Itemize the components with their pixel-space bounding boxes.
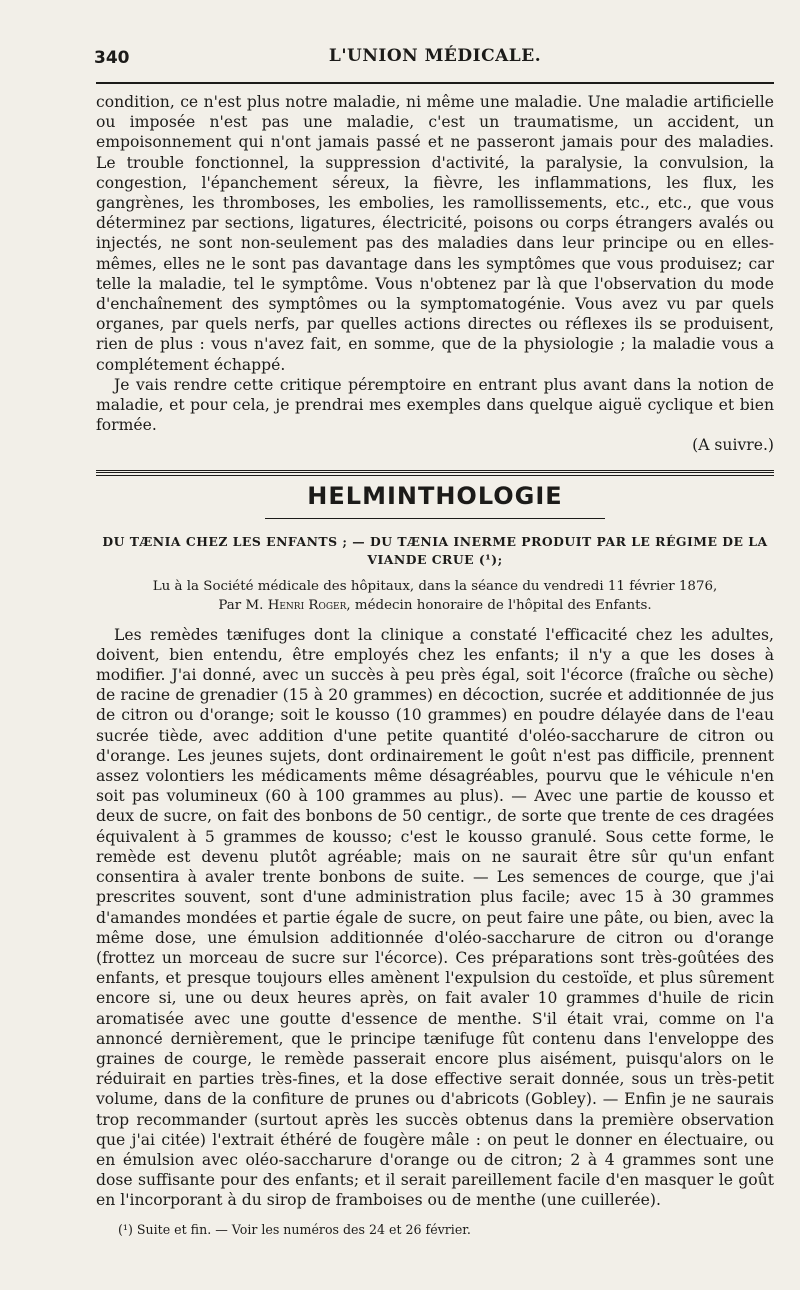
author-name: Henri Roger: [267, 597, 347, 613]
running-head: [96, 38, 774, 68]
continuation-paragraph: condition, ce n'est plus notre maladie, ni même une maladie. Une maladie artificielle ou imposée n'est pas une maladie, c'est un traumatisme, un accident, un empoisonnement qui n'ont jamais passé et ne passeront jamais pour des maladies. Le trouble fonctionnel, la suppression d'activité, la paralysie, la convulsion, la congestion, l'épanchement séreux, la fièvre, les inflammations, les flux, les gangrènes, les thromboses, les embolies, les ramollissements, etc., etc., que vous déterminez par sections, ligatures, électricité, poisons ou corps étrangers avalés ou injectés, ne sont non-seulement pas des maladies dans leur principe ou en elles-mêmes, elles ne le sont pas davantage dans les symptômes que vous produisez; car telle la maladie, tel le symptôme. Vous n'obtenez par là que l'observation du mode d'enchaînement des symptômes ou la symptomatogénie. Vous avez vu par quels organes, par quels nerfs, par quelles actions directes ou réflexes ils se produisent, rien de plus : vous n'avez fait, en somme, que de la physiologie ; la maladie vous a complétement échappé.: [96, 93, 774, 374]
section-title-rule: [265, 518, 605, 519]
to-be-continued: (A suivre.): [692, 436, 774, 455]
article-dedication: Lu à la Société médicale des hôpitaux, dans la séance du vendredi 11 février 1876,: [152, 578, 718, 594]
article-body: Les remèdes tænifuges dont la clinique a constaté l'efficacité chez les adultes, doivent, bien entendu, être employés chez les enfants; il n'y a que les doses à modifier. J'ai donné, avec un succès à peu près égal, soit l'écorce (fraîche ou sèche) de racine de grenadier (15 à 20 grammes) en décoction, sucrée et additionnée de jus de citron ou d'orange; soit le kousso (10 grammes) en poudre délayée dans de l'eau sucrée tiède, avec addition d'une petite quantité d'oléo-saccharure de citron ou d'orange. Les jeunes sujets, dont ordinairement le goût n'est pas difficile, prennent assez volontiers les médicaments même désagréables, pourvu que le véhicule n'en soit pas volumineux (60 à 100 grammes au plus). — Avec une partie de kousso et deux de sucre, on fait des bonbons de 50 centigr., de sorte que trente de ces dragées équivalent à 5 grammes de kousso; c'est le kousso granulé. Sous cette forme, le remède est devenu plutôt agréable; mais on ne saurait être sûr qu'un enfant consentira à avaler trente bonbons de suite. — Les semences de courge, que j'ai prescrites souvent, sont d'une administration plus facile; avec 15 à 30 grammes d'amandes mondées et partie égale de sucre, on peut faire une pâte, ou bien, avec la même dose, une émulsion additionnée d'oléo-saccharure de citron ou d'orange (frottez un morceau de sucre sur l'écorce). Ces préparations sont très-goûtées des enfants, et presque toujours elles amènent l'expulsion du cestoïde, et plus sûrement encore si, une ou deux heures après, on fait avaler 10 grammes d'huile de ricin aromatisée avec une goutte d'essence de menthe. S'il était vrai, comme on l'a annoncé dernièrement, que le principe tænifuge fût contenu dans l'enveloppe des graines de courge, le remède passerait encore plus aisément, puisqu'alors on le réduirait en parties très-fines, et la dose effective serait donnée, sous un très-petit volume, dans de la confiture de prunes ou d'abricots (Gobley). — Enfin je ne saurais trop recommander (surtout après les succès obtenus dans la première observation que j'ai citée) l'extrait éthéré de fougère mâle : on peut le donner en électuaire, ou en émulsion avec oléo-saccharure d'orange ou de citron; 2 à 4 grammes sont une dose suffisante pour des enfants; et il serait pareillement facile d'en masquer le goût en l'incorporant à du sirop de framboises ou de menthe (une cuillerée).: [96, 625, 774, 1210]
header-rule: [96, 82, 774, 84]
continuation-paragraph-2: Je vais rendre cette critique péremptoire en entrant plus avant dans la notion de maladie, et pour cela, je prendrai mes exemples dans quelque aiguë cyclique et bien formée.: [96, 375, 774, 435]
author-suffix: , médecin honoraire de l'hôpital des Enfants.: [346, 597, 652, 613]
article-title: DU TÆNIA CHEZ LES ENFANTS ; — DU TÆNIA INERME PRODUIT PAR LE RÉGIME DE LA VIANDE CRUE (¹);: [102, 533, 768, 567]
section-title: HELMINTHOLOGIE: [307, 481, 563, 510]
footnote: (¹) Suite et fin. — Voir les numéros des 24 et 26 février.: [118, 1221, 471, 1237]
section-divider: [96, 470, 774, 476]
author-line: [96, 596, 774, 615]
page-number: 340: [94, 48, 130, 68]
author-prefix: Par M.: [218, 597, 264, 613]
journal-title: L'UNION MÉDICALE.: [328, 46, 542, 66]
to-be-continued-line: [96, 435, 774, 455]
